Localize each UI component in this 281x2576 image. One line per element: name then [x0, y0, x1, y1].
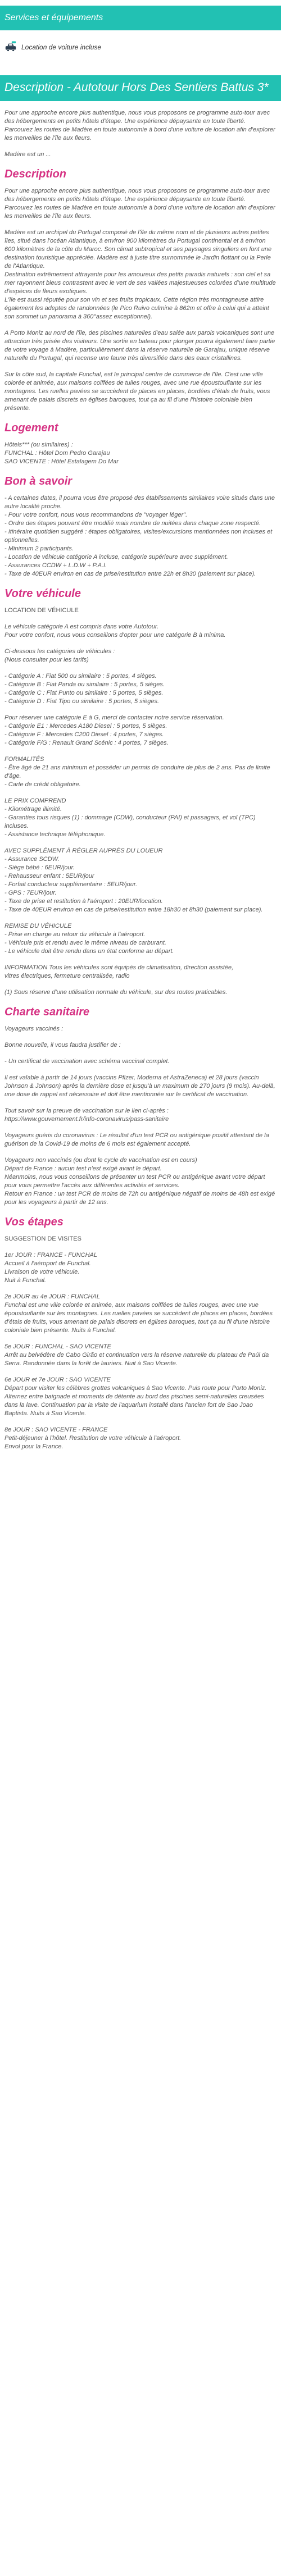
main-content — [0, 101, 281, 1451]
vehicule-heading: Votre véhicule — [4, 587, 81, 600]
bon-a-savoir-list: - A certaines dates, il pourra vous être proposé des établissements similaires voire situés dans une autre localité proche. - Pour votre confort, nous vous recommandons de "voyager léger". - Ordre des étapes pouvant être modifié mais nombre de nuitées dans chaque zone respecté. - Itinéraire quotidien suggéré : étapes obligatoires, visites/excursions mentionnées non incluses et optionnelles. - Minimum 2 participants. - Location de véhicule catégorie A incluse, catégorie supérieure avec supplément. - Assurances CCDW + L.D.W + P.A.I. - Taxe de 40EUR environ en cas de prise/restitution entre 22h et 8h30 (paiement sur place). — [4, 495, 275, 577]
etape-day-2-4: 2e JOUR au 4e JOUR : FUNCHAL Funchal est une ville colorée et animée, aux maisons coiffées de tuiles rouges, avec une vue époustouflante sur les montagnes. Les ruelles pavées se succèdent de places en places, bordées d'étals de fruits, vous amenant de palais discrets en églises baroques, tout ça au fil d'une histoire coloniale bien présente. Nuits à Funchal. — [4, 1293, 273, 1334]
description-paragraph-3: A Porto Moniz au nord de l'île, des piscines naturelles d'eau salée aux parois volcaniques sont une attraction très prisée des visiteurs. Une sortie en bateau pour plonger pourra également faire partie de votre voyage à Madère, particulièrement dans la réserve naturelle de Garajau, unique réserve naturelle du Portugal, qui recense une faune très diversifiée dans des eaux cristallines. — [4, 330, 277, 362]
vehicule-subtitle: LOCATION DE VÉHICULE — [4, 607, 79, 614]
etape-day-1: 1er JOUR : FRANCE - FUNCHAL Accueil à l'aéroport de Funchal. Livraison de votre véhicule. Nuit à Funchal. — [4, 1252, 98, 1284]
logement-heading: Logement — [4, 422, 58, 434]
sanitaire-paragraph-3: - Un certificat de vaccination avec schéma vaccinal complet. — [4, 1058, 170, 1065]
vehicule-categories-list: - Catégorie A : Fiat 500 ou similaire : 5 portes, 4 sièges. - Catégorie B : Fiat Panda ou similaire : 5 portes, 5 sièges. - Catégorie C : Fiat Punto ou similaire : 5 portes, 5 sièges. - Catégorie D : Fiat Tipo ou similaire : 5 portes, 5 sièges. — [4, 673, 165, 705]
intro-paragraph-2: Madère est un ... — [4, 151, 51, 158]
sanitaire-paragraph-1: Voyageurs vaccinés : — [4, 1025, 64, 1032]
description-paragraph-4: Sur la côte sud, la capitale Funchal, est le principal centre de commerce de l'île. C'est une ville colorée et animée, aux maisons coiffées de tuiles rouges, avec une rue époustouflante sur les montagnes. Les ruelles pavées se succèdent de places en places, bordées d'étals de fruits, vous amenant de palais discrets en églises baroques, tout ça au fil d'une l'histoire coloniale bien présente. — [4, 371, 272, 412]
car-rental-icon — [4, 41, 17, 53]
vehicule-formalites: FORMALITÉS - Être âgé de 21 ans minimum et posséder un permis de conduire de plus de 2 ans. Pas de limite d'âge. - Carte de crédit obligatoire. — [4, 756, 270, 788]
vehicule-paragraph-2: Le véhicule catégorie A est compris dans votre Autotour. Pour votre confort, nous vous conseillons d'opter pour une catégorie B à minima. — [4, 623, 226, 639]
sanitaire-paragraph-5: Tout savoir sur la preuve de vaccination sur le lien ci-après : https://www.gouvernement.fr/info-coronavirus/pass-sanitaire — [4, 1107, 169, 1123]
description-paragraph-2: Madère est un archipel du Portugal composé de l'île du même nom et de plusieurs autres petites îles, situé dans l'océan Atlantique, à environ 900 kilomètres du Portugal continental et à environ 600 kilomètres de la côte du Maroc. Son climat subtropical et ses paysages singuliers en font une destination touristique appréciée. Madère est à juste titre surnommée le Jardin flottant ou la Perle de l'Atlantique. Destination extrêmement attrayante pour les amoureux des petits paradis naturels : son ciel et sa mer rayonnent bleus contrastent avec le vert de ses vallées majestueuses colorées d'une multitude d'espèces de fleurs exotiques. L'île est aussi réputée pour son vin et ses fruits tropicaux. Cette région très montagneuse attire également les adeptes de randonnées (le Pico Ruivo culmine à 862m et offre à celui qui a atteint son sommet un panorama à 360°assez exceptionnel). — [4, 229, 276, 320]
etapes-subtitle: SUGGESTION DE VISITES — [4, 1235, 81, 1242]
intro-paragraph-1: Pour une approche encore plus authentique, nous vous proposons ce programme auto-tour avec des hébergements en petits hôtels d'étape. Une expérience dépaysante en toute liberté. Parcourez les routes de Madère en toute autonomie à bord d'une voiture de location afin d'explorer les merveilles de l'île aux fleurs. — [4, 110, 275, 142]
vehicule-premium-list: Pour réserver une catégorie E à G, merci de contacter notre service réservation. - Catégorie E1 : Mercedes A180 Diesel : 5 portes, 5 sièges. - Catégorie F : Mercedes C200 Diesel : 4 portes, 7 sièges. - Catégorie F/G : Renault Grand Scénic : 4 portes, 7 sièges. — [4, 714, 224, 746]
etape-day-5: 5e JOUR : FUNCHAL - SAO VICENTE Arrêt au belvédère de Cabo Girão et continuation vers la réserve naturelle du plateau de Paúl da Serra. Randonnée dans la forêt de lauriers. Nuit à Sao Vicente. — [4, 1343, 269, 1367]
etapes-heading: Vos étapes — [4, 1216, 64, 1228]
etape-day-6-7: 6e JOUR et 7e JOUR : SAO VICENTE Départ pour visiter les célèbres grottes volcaniques à Sao Vicente. Puis route pour Porto Moniz. Alternez entre baignade et moments de détente au bord des piscines semi-naturelles creusées dans la lave. Continuation par la visite de l'aquarium installé dans l'ancien fort de Sao Joao Baptista. Nuits à Sao Vicente. — [4, 1376, 267, 1417]
sanitaire-paragraph-6: Voyageurs guéris du coronavirus : Le résultat d'un test PCR ou antigénique positif attestant de la guérison de la Covid-19 de moins de 6 mois est également accepté. — [4, 1132, 271, 1147]
description-paragraph-1: Pour une approche encore plus authentique, nous vous proposons ce programme auto-tour avec des hébergements en petits hôtels d'étape. Une expérience dépaysante en toute liberté. Parcourez les routes de Madère en toute autonomie à bord d'une voiture de location afin d'explorer les merveilles de l'île aux fleurs. — [4, 188, 275, 220]
vehicule-supplements: AVEC SUPPLÉMENT À RÉGLER AUPRÈS DU LOUEUR - Assurance SCDW. - Siège bébé : 6EUR/jour. - Rehausseur enfant : 5EUR/jour - Forfait conducteur supplémentaire : 5EUR/jour. - GPS : 7EUR/jour. - Taxe de prise et restitution à l'aéroport : 20EUR/location. - Taxe de 40EUR environ en cas de prise/restitution entre 18h30 et 8h30 (paiement sur place). — [4, 847, 263, 913]
description-heading: Description — [4, 168, 67, 180]
sanitaire-paragraph-2: Bonne nouvelle, il vous faudra justifier de : — [4, 1042, 121, 1048]
vehicule-paragraph-3: Ci-dessous les catégories de véhicules : (Nous consulter pour les tarifs) — [4, 648, 115, 663]
vehicule-information: INFORMATION Tous les véhicules sont équipés de climatisation, direction assistée, vitres électriques, fermeture centralisée, radio — [4, 964, 234, 979]
vehicle-included-label: Location de voiture incluse — [21, 43, 102, 51]
vehicule-remise: REMISE DU VÉHICULE - Prise en charge au retour du véhicule à l'aéroport. - Véhicule pris et rendu avec le même niveau de carburant. - Le véhicule doit être rendu dans un état conforme au départ. — [4, 923, 174, 955]
bon-a-savoir-heading: Bon à savoir — [4, 475, 72, 487]
page — [0, 6, 281, 1451]
sanitaire-paragraph-7: Voyageurs non vaccinés (ou dont le cycle de vaccination est en cours) Départ de France : aucun test n'est exigé avant le départ. Néanmoins, nous vous conseillons de présenter un test PCR ou antigénique avant votre départ pour vous permettre l'accès aux différentes activités et services. Retour en France : un test PCR de moins de 72h ou antigénique négatif de moins de 48h est exigé pour les voyageurs à partir de 12 ans. — [4, 1157, 275, 1206]
vehicule-footnote: (1) Sous réserve d'une utilisation normale du véhicule, sur des routes praticables. — [4, 989, 228, 996]
logement-paragraph: Hôtels*** (ou similaires) : FUNCHAL : Hôtel Dom Pedro Garajau SAO VICENTE : Hôtel Estalagem Do Mar — [4, 441, 119, 465]
vehicle-included-row — [4, 36, 281, 58]
etape-day-8: 8e JOUR : SAO VICENTE - FRANCE Petit-déjeuner à l'hôtel. Restitution de votre véhicule à l'aéroport. Envol pour la France. — [4, 1426, 182, 1450]
charte-sanitaire-heading: Charte sanitaire — [4, 1006, 90, 1018]
services-banner: Services et équipements — [0, 6, 281, 30]
description-banner: Description - Autotour Hors Des Sentiers Battus 3* — [0, 75, 281, 101]
sanitaire-paragraph-4: Il est valable à partir de 14 jours (vaccins Pfizer, Moderna et AstraZeneca) et 28 jours (vaccin Johnson & Johnson) après la dernière dose et jusqu'à un maximum de 270 jours (9 mois). Au-delà, une dose de rappel est nécessaire et doit être mentionnée sur le certificat de vaccination. — [4, 1074, 277, 1098]
vehicule-prix-comprend: LE PRIX COMPREND - Kilométrage illimité. - Garanties tous risques (1) : dommage (CDW), conducteur (PAI) et passagers, et vol (TPC) incluses. - Assistance technique téléphonique. — [4, 797, 256, 838]
